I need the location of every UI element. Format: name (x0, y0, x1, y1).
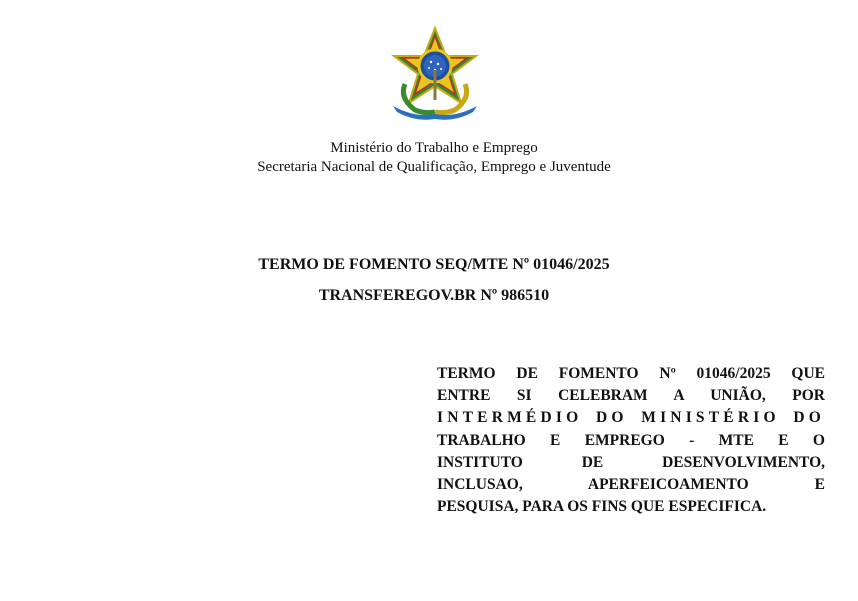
secretariat-name: Secretaria Nacional de Qualificação, Emprego e Juventude (257, 159, 611, 175)
summary-line: INCLUSAO, APERFEICOAMENTO E (437, 476, 825, 494)
summary-line: ENTRE SI CELEBRAM A UNIÃO, POR (437, 387, 825, 405)
document-subtitle: TRANSFEREGOV.BR Nº 986510 (318, 287, 550, 304)
summary-line: PESQUISA, PARA OS FINS QUE ESPECIFICA. (437, 498, 767, 516)
summary-line: TRABALHO E EMPREGO - MTE E O (437, 431, 825, 449)
summary-line: TERMO DE FOMENTO Nº 01046/2025 QUE (437, 365, 825, 382)
summary-line: INTERMÉDIO DO MINISTÉRIO DO (437, 409, 825, 427)
summary-line: INSTITUTO DE DESENVOLVIMENTO, (437, 453, 825, 471)
document-title: TERMO DE FOMENTO SEQ/MTE Nº 01046/2025 (258, 256, 610, 273)
document-header (0, 139, 858, 177)
document-summary (437, 363, 825, 518)
document-titles (0, 253, 858, 315)
ministry-name: Ministério do Trabalho e Emprego (330, 140, 538, 156)
brazil-coat-of-arms-icon (385, 26, 485, 122)
